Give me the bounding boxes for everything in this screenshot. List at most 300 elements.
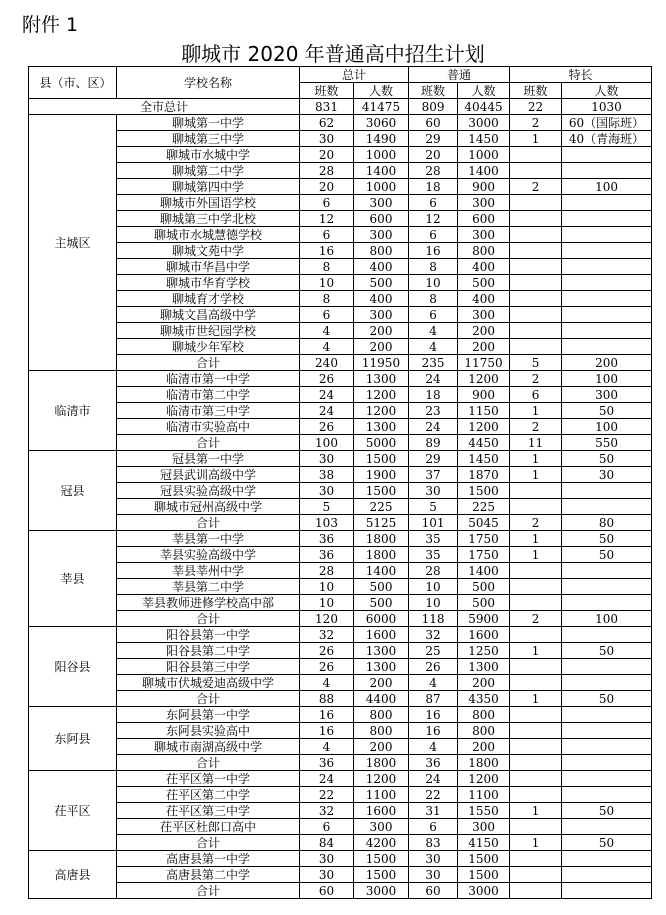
- special-header: 特长: [510, 67, 652, 83]
- cell-school: 高唐县第一中学: [117, 851, 300, 867]
- cell-special-classes: [510, 499, 562, 515]
- cell-school: 莘县莘州中学: [117, 563, 300, 579]
- cell-school: 聊城市冠州高级中学: [117, 499, 300, 515]
- cell-special-people: 60（国际班）: [562, 115, 652, 131]
- cell-total-classes: 6: [300, 307, 354, 323]
- table-row: [29, 371, 652, 387]
- cell-special-people: [562, 819, 652, 835]
- cell-general-people: 1400: [458, 163, 510, 179]
- cell-general-people: 1750: [458, 531, 510, 547]
- cell-special-classes: 1: [510, 403, 562, 419]
- county-cell: 高唐县: [29, 851, 117, 899]
- county-cell: 临清市: [29, 371, 117, 451]
- cell-general-classes: 10: [409, 275, 458, 291]
- cell-general-people: 1450: [458, 131, 510, 147]
- cell-general-people: 11750: [458, 355, 510, 371]
- cell-special-people: 50: [562, 547, 652, 563]
- table-row: [29, 787, 652, 803]
- cell-special-classes: 22: [510, 99, 562, 115]
- cell-special-classes: 1: [510, 691, 562, 707]
- table-row: [29, 131, 652, 147]
- cell-school: 聊城第三中学: [117, 131, 300, 147]
- cell-total-classes: 10: [300, 595, 354, 611]
- cell-general-people: 1500: [458, 851, 510, 867]
- cell-total-classes: 60: [300, 883, 354, 899]
- cell-total-people: 1500: [354, 867, 409, 883]
- cell-general-classes: 30: [409, 483, 458, 499]
- cell-special-people: [562, 579, 652, 595]
- cell-special-classes: 1: [510, 467, 562, 483]
- cell-total-classes: 28: [300, 563, 354, 579]
- cell-special-people: [562, 275, 652, 291]
- cell-school: 聊城少年军校: [117, 339, 300, 355]
- cell-general-people: 200: [458, 739, 510, 755]
- cell-general-people: 1300: [458, 659, 510, 675]
- cell-total-people: 1400: [354, 163, 409, 179]
- cell-general-classes: 8: [409, 291, 458, 307]
- cell-special-people: 200: [562, 355, 652, 371]
- cell-total-classes: 30: [300, 851, 354, 867]
- cell-general-people: 3000: [458, 883, 510, 899]
- cell-special-people: [562, 723, 652, 739]
- table-row: [29, 115, 652, 131]
- cell-general-classes: 87: [409, 691, 458, 707]
- cell-special-classes: [510, 755, 562, 771]
- cell-school: 合计: [117, 835, 300, 851]
- table-row: [29, 659, 652, 675]
- table-row: [29, 387, 652, 403]
- cell-general-people: 40445: [458, 99, 510, 115]
- cell-general-classes: 18: [409, 179, 458, 195]
- cell-general-classes: 4: [409, 339, 458, 355]
- cell-total-people: 1000: [354, 147, 409, 163]
- cell-total-people: 200: [354, 739, 409, 755]
- cell-general-classes: 22: [409, 787, 458, 803]
- table-row: [29, 227, 652, 243]
- cell-school: 莘县实验高级中学: [117, 547, 300, 563]
- cell-total-classes: 26: [300, 659, 354, 675]
- cell-total-classes: 26: [300, 419, 354, 435]
- cell-total-classes: 5: [300, 499, 354, 515]
- cell-special-classes: [510, 259, 562, 275]
- cell-general-people: 5045: [458, 515, 510, 531]
- grand-total-label: 全市总计: [29, 99, 300, 115]
- cell-general-people: 1600: [458, 627, 510, 643]
- cell-general-classes: 8: [409, 259, 458, 275]
- cell-special-people: 50: [562, 451, 652, 467]
- table-row: [29, 499, 652, 515]
- cell-general-people: 3000: [458, 115, 510, 131]
- cell-special-people: 1030: [562, 99, 652, 115]
- table-row: [29, 531, 652, 547]
- cell-total-classes: 12: [300, 211, 354, 227]
- cell-total-people: 1800: [354, 547, 409, 563]
- cell-special-people: [562, 483, 652, 499]
- cell-special-people: [562, 563, 652, 579]
- cell-special-people: [562, 627, 652, 643]
- cell-general-people: 1500: [458, 867, 510, 883]
- cell-school: 冠县实验高级中学: [117, 483, 300, 499]
- cell-school: 聊城市伏城爱迪高级中学: [117, 675, 300, 691]
- cell-school: 莘县第一中学: [117, 531, 300, 547]
- cell-general-people: 1150: [458, 403, 510, 419]
- cell-school: 聊城第三中学北校: [117, 211, 300, 227]
- cell-general-people: 1400: [458, 563, 510, 579]
- cell-special-classes: [510, 323, 562, 339]
- cell-total-classes: 30: [300, 131, 354, 147]
- cell-special-classes: [510, 291, 562, 307]
- cell-total-people: 200: [354, 339, 409, 355]
- cell-general-classes: 30: [409, 867, 458, 883]
- cell-total-classes: 62: [300, 115, 354, 131]
- cell-general-classes: 35: [409, 531, 458, 547]
- cell-special-classes: [510, 819, 562, 835]
- cell-general-people: 200: [458, 675, 510, 691]
- cell-school: 东阿县第一中学: [117, 707, 300, 723]
- cell-general-classes: 24: [409, 771, 458, 787]
- page-title: 聊城市 2020 年普通高中招生计划: [181, 42, 485, 66]
- cell-general-classes: 16: [409, 723, 458, 739]
- special-classes-header: 班数: [510, 83, 562, 99]
- cell-school: 阳谷县第一中学: [117, 627, 300, 643]
- cell-total-people: 300: [354, 819, 409, 835]
- table-row: [29, 307, 652, 323]
- cell-general-classes: 16: [409, 243, 458, 259]
- cell-total-people: 200: [354, 675, 409, 691]
- cell-total-classes: 16: [300, 723, 354, 739]
- cell-total-classes: 240: [300, 355, 354, 371]
- cell-general-classes: 60: [409, 115, 458, 131]
- cell-special-classes: 2: [510, 515, 562, 531]
- cell-general-classes: 809: [409, 99, 458, 115]
- cell-special-people: [562, 243, 652, 259]
- cell-special-people: [562, 771, 652, 787]
- table-row: [29, 579, 652, 595]
- cell-total-people: 1600: [354, 803, 409, 819]
- cell-general-classes: 37: [409, 467, 458, 483]
- cell-total-classes: 24: [300, 771, 354, 787]
- cell-special-classes: [510, 243, 562, 259]
- cell-special-people: 100: [562, 611, 652, 627]
- cell-general-classes: 235: [409, 355, 458, 371]
- cell-school: 临清市实验高中: [117, 419, 300, 435]
- cell-special-people: 50: [562, 403, 652, 419]
- header-row-1: [29, 67, 652, 83]
- cell-total-classes: 831: [300, 99, 354, 115]
- cell-special-classes: [510, 739, 562, 755]
- cell-school: 茌平区第一中学: [117, 771, 300, 787]
- cell-special-people: [562, 323, 652, 339]
- county-cell: 莘县: [29, 531, 117, 627]
- cell-general-people: 200: [458, 323, 510, 339]
- cell-special-people: 100: [562, 179, 652, 195]
- cell-total-people: 1100: [354, 787, 409, 803]
- cell-special-people: 30: [562, 467, 652, 483]
- cell-school: 茌平区第二中学: [117, 787, 300, 803]
- cell-special-classes: [510, 723, 562, 739]
- table-row: [29, 467, 652, 483]
- cell-total-people: 1500: [354, 451, 409, 467]
- cell-school: 聊城第二中学: [117, 163, 300, 179]
- cell-general-classes: 28: [409, 563, 458, 579]
- total-header: 总计: [300, 67, 409, 83]
- cell-school: 合计: [117, 515, 300, 531]
- cell-total-people: 1500: [354, 483, 409, 499]
- cell-general-people: 600: [458, 211, 510, 227]
- cell-special-classes: 2: [510, 115, 562, 131]
- cell-general-classes: 6: [409, 227, 458, 243]
- cell-school: 冠县武训高级中学: [117, 467, 300, 483]
- cell-general-people: 300: [458, 307, 510, 323]
- cell-school: 聊城市世纪园学校: [117, 323, 300, 339]
- cell-special-people: 300: [562, 387, 652, 403]
- cell-special-classes: [510, 675, 562, 691]
- cell-school: 聊城文昌高级中学: [117, 307, 300, 323]
- cell-school: 聊城市水城慧德学校: [117, 227, 300, 243]
- cell-special-people: 50: [562, 835, 652, 851]
- table-row: [29, 675, 652, 691]
- grand-total-row: [29, 99, 652, 115]
- cell-school: 聊城市华昌中学: [117, 259, 300, 275]
- cell-general-people: 1000: [458, 147, 510, 163]
- cell-total-classes: 88: [300, 691, 354, 707]
- general-classes-header: 班数: [409, 83, 458, 99]
- cell-general-classes: 118: [409, 611, 458, 627]
- cell-general-people: 800: [458, 707, 510, 723]
- table-row: [29, 819, 652, 835]
- cell-special-classes: [510, 787, 562, 803]
- cell-total-classes: 8: [300, 259, 354, 275]
- cell-total-people: 225: [354, 499, 409, 515]
- enrollment-plan-table: [28, 66, 652, 899]
- cell-total-classes: 26: [300, 371, 354, 387]
- cell-total-people: 11950: [354, 355, 409, 371]
- cell-general-people: 900: [458, 387, 510, 403]
- cell-general-classes: 29: [409, 451, 458, 467]
- cell-total-classes: 24: [300, 403, 354, 419]
- cell-general-people: 1200: [458, 371, 510, 387]
- cell-total-classes: 38: [300, 467, 354, 483]
- cell-general-classes: 23: [409, 403, 458, 419]
- cell-school: 茌平区第三中学: [117, 803, 300, 819]
- cell-total-classes: 26: [300, 643, 354, 659]
- cell-special-classes: 2: [510, 179, 562, 195]
- cell-special-classes: [510, 851, 562, 867]
- cell-special-people: 550: [562, 435, 652, 451]
- cell-school: 聊城第一中学: [117, 115, 300, 131]
- cell-general-people: 225: [458, 499, 510, 515]
- cell-special-classes: [510, 707, 562, 723]
- cell-special-classes: [510, 307, 562, 323]
- cell-total-people: 300: [354, 227, 409, 243]
- county-cell: 茌平区: [29, 771, 117, 851]
- table-row: [29, 195, 652, 211]
- cell-general-classes: 25: [409, 643, 458, 659]
- cell-special-people: 50: [562, 643, 652, 659]
- table-row: [29, 451, 652, 467]
- cell-special-classes: [510, 771, 562, 787]
- cell-total-classes: 4: [300, 339, 354, 355]
- cell-special-people: [562, 739, 652, 755]
- cell-total-people: 200: [354, 323, 409, 339]
- cell-general-people: 1250: [458, 643, 510, 659]
- cell-total-people: 300: [354, 195, 409, 211]
- table-row: [29, 419, 652, 435]
- cell-special-people: 80: [562, 515, 652, 531]
- cell-total-people: 1300: [354, 419, 409, 435]
- cell-total-classes: 20: [300, 179, 354, 195]
- cell-general-people: 500: [458, 595, 510, 611]
- general-people-header: 人数: [458, 83, 510, 99]
- cell-total-people: 1000: [354, 179, 409, 195]
- county-cell: 主城区: [29, 115, 117, 371]
- cell-special-classes: [510, 595, 562, 611]
- cell-total-classes: 30: [300, 451, 354, 467]
- cell-school: 聊城市南湖高级中学: [117, 739, 300, 755]
- cell-school: 聊城市水城中学: [117, 147, 300, 163]
- cell-total-people: 600: [354, 211, 409, 227]
- cell-total-people: 1800: [354, 755, 409, 771]
- subtotal-row: [29, 755, 652, 771]
- cell-special-classes: [510, 211, 562, 227]
- cell-total-people: 500: [354, 579, 409, 595]
- cell-total-people: 400: [354, 259, 409, 275]
- cell-general-classes: 28: [409, 163, 458, 179]
- cell-total-people: 4200: [354, 835, 409, 851]
- cell-school: 合计: [117, 435, 300, 451]
- cell-special-people: [562, 595, 652, 611]
- cell-general-classes: 5: [409, 499, 458, 515]
- cell-school: 聊城第四中学: [117, 179, 300, 195]
- subtotal-row: [29, 515, 652, 531]
- cell-general-people: 1200: [458, 771, 510, 787]
- cell-total-people: 1300: [354, 643, 409, 659]
- cell-general-people: 300: [458, 819, 510, 835]
- cell-special-classes: 1: [510, 451, 562, 467]
- cell-special-classes: [510, 627, 562, 643]
- cell-school: 临清市第二中学: [117, 387, 300, 403]
- cell-special-classes: [510, 163, 562, 179]
- cell-special-people: [562, 307, 652, 323]
- cell-special-classes: [510, 659, 562, 675]
- cell-special-classes: 2: [510, 611, 562, 627]
- cell-general-people: 4150: [458, 835, 510, 851]
- cell-total-people: 500: [354, 595, 409, 611]
- cell-school: 聊城市华育学校: [117, 275, 300, 291]
- cell-general-people: 500: [458, 579, 510, 595]
- cell-special-people: [562, 707, 652, 723]
- cell-special-people: [562, 211, 652, 227]
- cell-total-classes: 16: [300, 243, 354, 259]
- cell-special-people: 50: [562, 691, 652, 707]
- cell-general-people: 1870: [458, 467, 510, 483]
- cell-special-people: [562, 259, 652, 275]
- cell-special-people: [562, 851, 652, 867]
- cell-general-people: 1200: [458, 419, 510, 435]
- cell-special-classes: 1: [510, 803, 562, 819]
- cell-special-people: 100: [562, 371, 652, 387]
- cell-school: 冠县第一中学: [117, 451, 300, 467]
- table-row: [29, 179, 652, 195]
- cell-total-classes: 36: [300, 547, 354, 563]
- cell-general-people: 1450: [458, 451, 510, 467]
- special-people-header: 人数: [562, 83, 652, 99]
- cell-total-people: 1200: [354, 387, 409, 403]
- cell-special-people: [562, 883, 652, 899]
- cell-total-classes: 22: [300, 787, 354, 803]
- table-row: [29, 627, 652, 643]
- cell-total-people: 1300: [354, 371, 409, 387]
- cell-general-classes: 12: [409, 211, 458, 227]
- cell-total-classes: 30: [300, 867, 354, 883]
- cell-general-classes: 16: [409, 707, 458, 723]
- cell-general-classes: 18: [409, 387, 458, 403]
- cell-general-people: 1750: [458, 547, 510, 563]
- cell-total-classes: 84: [300, 835, 354, 851]
- cell-total-people: 3060: [354, 115, 409, 131]
- cell-general-classes: 26: [409, 659, 458, 675]
- cell-special-classes: 1: [510, 835, 562, 851]
- cell-total-classes: 120: [300, 611, 354, 627]
- cell-general-classes: 10: [409, 595, 458, 611]
- cell-total-people: 1300: [354, 659, 409, 675]
- cell-total-people: 400: [354, 291, 409, 307]
- cell-general-classes: 29: [409, 131, 458, 147]
- cell-general-classes: 101: [409, 515, 458, 531]
- cell-special-classes: 5: [510, 355, 562, 371]
- cell-general-classes: 6: [409, 195, 458, 211]
- table-row: [29, 243, 652, 259]
- cell-total-people: 1600: [354, 627, 409, 643]
- cell-general-people: 500: [458, 275, 510, 291]
- cell-general-classes: 83: [409, 835, 458, 851]
- cell-general-people: 300: [458, 195, 510, 211]
- table-row: [29, 563, 652, 579]
- table-row: [29, 867, 652, 883]
- cell-school: 聊城育才学校: [117, 291, 300, 307]
- cell-total-classes: 6: [300, 227, 354, 243]
- cell-special-people: [562, 147, 652, 163]
- cell-total-people: 41475: [354, 99, 409, 115]
- cell-special-people: [562, 163, 652, 179]
- subtotal-row: [29, 435, 652, 451]
- cell-special-people: [562, 499, 652, 515]
- cell-total-classes: 36: [300, 531, 354, 547]
- table-row: [29, 147, 652, 163]
- table-row: [29, 723, 652, 739]
- cell-total-people: 500: [354, 275, 409, 291]
- cell-general-classes: 35: [409, 547, 458, 563]
- cell-general-classes: 32: [409, 627, 458, 643]
- cell-general-people: 800: [458, 243, 510, 259]
- cell-general-people: 800: [458, 723, 510, 739]
- cell-special-people: [562, 227, 652, 243]
- cell-school: 聊城文苑中学: [117, 243, 300, 259]
- cell-general-classes: 6: [409, 307, 458, 323]
- cell-special-classes: 1: [510, 643, 562, 659]
- cell-school: 临清市第一中学: [117, 371, 300, 387]
- cell-total-classes: 24: [300, 387, 354, 403]
- subtotal-row: [29, 691, 652, 707]
- cell-total-classes: 4: [300, 675, 354, 691]
- cell-general-classes: 36: [409, 755, 458, 771]
- cell-general-people: 200: [458, 339, 510, 355]
- cell-general-people: 4350: [458, 691, 510, 707]
- table-row: [29, 851, 652, 867]
- general-header: 普通: [409, 67, 510, 83]
- subtotal-row: [29, 883, 652, 899]
- cell-general-people: 5900: [458, 611, 510, 627]
